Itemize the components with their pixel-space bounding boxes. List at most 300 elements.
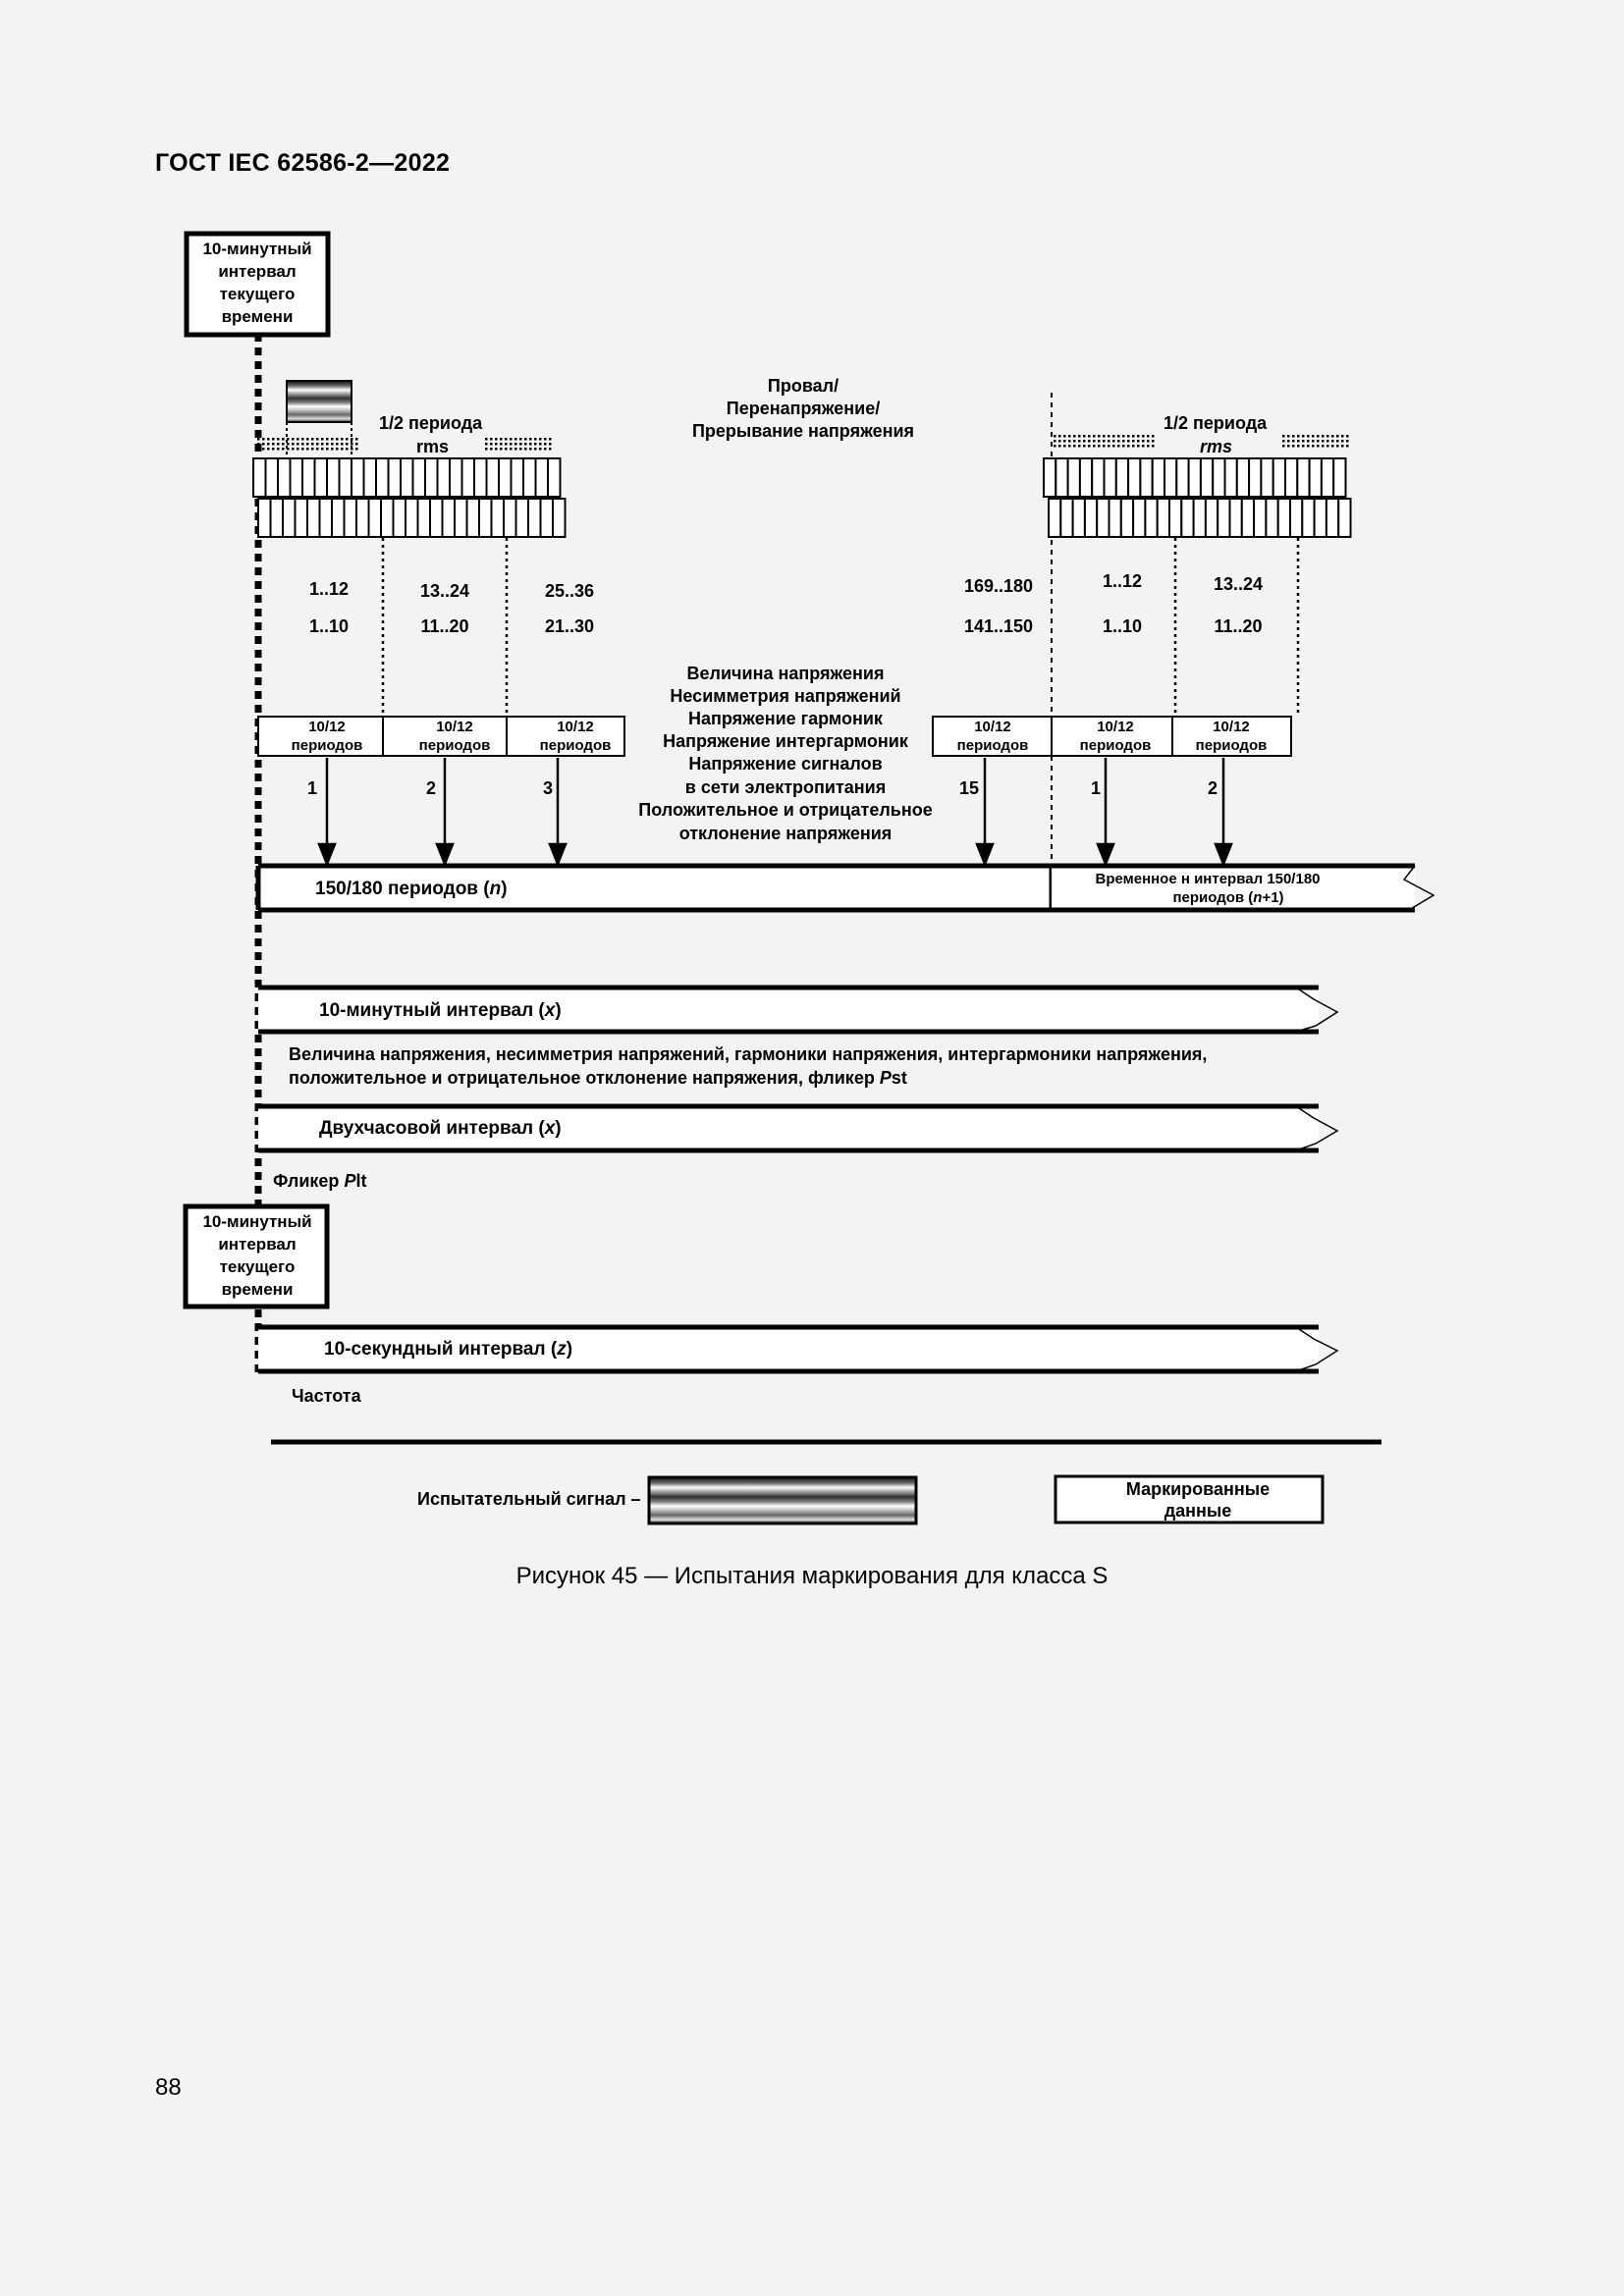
right-strip-top-cell [1164,458,1176,497]
range-12-f: 13..24 [1213,574,1264,594]
left-rms-dot [257,438,260,441]
range-10-e: 1..10 [1102,616,1143,636]
left-rms-dot [257,448,260,451]
right-strip-bottom-cell [1049,499,1060,537]
left-rms-dot [272,448,275,451]
left-rms-dot [331,443,334,446]
left-strip-bottom-cell [406,499,418,537]
left-strip-top-cell [340,458,352,497]
right-strip-bottom-cell [1278,499,1290,537]
left-rms-b-dot [485,448,488,451]
right-strip-top-cell [1140,458,1152,497]
right-rms-dot [1088,440,1091,443]
right-rms-dot [1093,445,1096,448]
right-strip-top-cell [1056,458,1067,497]
left-strip-top-cell [462,458,475,497]
left-rms-dot [351,448,353,451]
left-rms-b-dot [505,443,508,446]
right-rms-b-dot [1287,445,1290,448]
right-rms-dot [1054,440,1056,443]
right-rms-b-dot [1341,440,1344,443]
left-rms-b-dot [539,438,542,441]
right-rms-dot [1142,440,1145,443]
left-rms-dot [316,438,319,441]
left-rms-dot [262,448,265,451]
right-rms-dot [1112,435,1115,438]
arrow-num-r2: 2 [1208,778,1218,798]
left-rms-dot [355,443,358,446]
left-rms-dot [301,448,304,451]
right-rms-dot [1063,435,1066,438]
left-rms-dot [282,443,285,446]
left-rms-dot [336,448,339,451]
right-rms-b-dot [1322,435,1325,438]
left-rms-b-dot [534,443,537,446]
right-strip-bottom-cell [1145,499,1157,537]
right-rms-dot [1068,435,1071,438]
right-strip-top-cell [1249,458,1261,497]
left-rms-b-dot [495,443,498,446]
rtc-top-line-2: интервал [218,262,297,281]
left-strip-top-cell [512,458,524,497]
range-12-c: 25..36 [544,581,595,601]
left-strip-bottom-cell [553,499,566,537]
left-strip-bottom-cell [283,499,296,537]
legend-marked-2: данные [1164,1501,1232,1521]
pbox-3-a: 10/12 [557,719,594,735]
right-rms-dot [1073,440,1076,443]
left-strip-bottom-cell [492,499,505,537]
right-rms-dot [1152,440,1155,443]
right-rms-b-dot [1302,445,1305,448]
left-rms-dot [346,443,349,446]
right-rms-dot [1117,435,1120,438]
figure-caption: Рисунок 45 — Испытания маркирования для класса S [515,1563,1109,1589]
right-strip-bottom-cell [1121,499,1133,537]
left-strip-top-cell [536,458,549,497]
right-strip-top-cell [1189,458,1201,497]
left-rms-b-dot [519,443,522,446]
arrow-num-15: 15 [959,778,980,798]
half-period-cells-right [1044,458,1351,537]
legend-marked-1: Маркированные [1125,1479,1271,1499]
right-strip-bottom-cell [1169,499,1181,537]
right-rms-b-dot [1302,435,1305,438]
param-5: Напряжение сигналов [688,754,883,774]
left-rms-dot [351,438,353,441]
right-rms-dot [1083,445,1086,448]
rtc-bottom-line-2: интервал [218,1235,297,1254]
range-10-a: 1..10 [308,616,350,636]
left-strip-top-cell [474,458,487,497]
right-rms-b-dot [1287,435,1290,438]
right-rms-dot [1103,445,1106,448]
right-rms-dot [1098,440,1101,443]
left-rms-dot [311,448,314,451]
right-strip-bottom-cell [1290,499,1302,537]
right-rms-dot [1108,445,1110,448]
left-rms-dot [297,443,299,446]
left-rms-dot [351,443,353,446]
page-number: 88 [155,2074,182,2101]
left-strip-top-cell [376,458,389,497]
right-rms-b-dot [1312,445,1315,448]
right-strip-bottom-cell [1266,499,1277,537]
left-strip-top-cell [389,458,402,497]
event-label [692,376,914,441]
left-rms-dot [355,448,358,451]
right-rms-dot [1088,435,1091,438]
right-rms-dot [1127,440,1130,443]
pbox-1-a: 10/12 [308,719,346,735]
ten-min-params-2: положительное и отрицательное отклонение напряжения, фликер Pst [289,1068,907,1088]
left-rms-dot [272,438,275,441]
right-strip-top-cell [1225,458,1237,497]
band-next-line-2: периодов (n+1) [1172,889,1284,906]
left-strip-top-cell [499,458,512,497]
band-2h-label: Двухчасовой интервал (x) [319,1118,562,1139]
right-rms-b-dot [1307,440,1310,443]
left-rms-dot [306,438,309,441]
left-rms-b-dot [490,443,493,446]
param-6: в сети электропитания [684,777,887,797]
param-4: Напряжение интергармоник [663,731,908,751]
right-rms-b-dot [1287,440,1290,443]
right-rms-dot [1054,435,1056,438]
right-rms-b-dot [1312,440,1315,443]
left-strip-bottom-cell [443,499,456,537]
arrow-num-2: 2 [426,778,437,798]
left-strip-top-cell [302,458,315,497]
left-rms-dot [346,438,349,441]
left-strip-top-cell [523,458,536,497]
left-rms-b-dot [500,448,503,451]
right-strip-top-cell [1105,458,1116,497]
left-strip-top-cell [364,458,377,497]
legend-signal-swatch [649,1477,916,1523]
left-strip-bottom-cell [296,499,308,537]
right-strip-bottom-cell [1158,499,1169,537]
left-strip-top-cell [548,458,561,497]
right-strip-bottom-cell [1060,499,1072,537]
right-strip-bottom-cell [1254,499,1266,537]
right-strip-top-cell [1044,458,1056,497]
param-1: Величина напряжения [686,664,885,683]
left-rms-dot [277,443,280,446]
right-rms-dot [1147,435,1150,438]
right-strip-top-cell [1297,458,1309,497]
right-rms-b-dot [1292,445,1295,448]
flicker-plt: Фликер Plt [273,1171,367,1191]
left-rms-b-dot [490,448,493,451]
right-rms-dot [1068,445,1071,448]
right-rms-dot [1132,440,1135,443]
right-rms-b-dot [1302,440,1305,443]
test-signal-mark [287,381,352,422]
rtc-bottom-line-1: 10-минутный [202,1212,312,1231]
left-rms-b-dot [495,448,498,451]
left-strip-top-cell [327,458,340,497]
left-rms-b-dot [519,448,522,451]
right-rms-b-dot [1346,440,1349,443]
event-line-1: Провал/ [767,376,839,396]
right-rms-dot [1147,445,1150,448]
left-rms-dot [297,448,299,451]
left-rms-dot [267,443,270,446]
left-rms-dot [311,438,314,441]
left-rms-b-dot [529,443,532,446]
right-rms-dot [1152,435,1155,438]
left-rms-dot [331,438,334,441]
right-strip-top-cell [1201,458,1213,497]
left-strip-bottom-cell [541,499,554,537]
left-rms-b-dot [544,438,547,441]
band-next-period [1052,866,1434,910]
left-strip-bottom-cell [479,499,492,537]
left-strip-top-cell [266,458,279,497]
pbox-3-b: периодов [539,737,612,754]
left-rms-b-dot [500,443,503,446]
right-rms-dot [1122,435,1125,438]
rtc-box-top [187,234,328,335]
range-10-d: 141..150 [963,616,1034,636]
right-rms-b-dot [1297,445,1300,448]
right-rms-dot [1058,440,1061,443]
document-header: ГОСТ IEC 62586-2—2022 [155,149,451,177]
right-strip-bottom-cell [1326,499,1338,537]
pbox-6-a: 10/12 [1213,719,1250,735]
left-strip-bottom-cell [467,499,480,537]
half-period-left-2: rms [416,437,450,456]
rtc-top-line-3: текущего [219,285,296,303]
left-strip-bottom-cell [418,499,431,537]
right-rms-dot [1137,435,1140,438]
right-rms-dot [1147,440,1150,443]
left-rms-dot [306,443,309,446]
left-rms-dot [326,448,329,451]
left-strip-bottom-cell [307,499,320,537]
rtc-top-line-1: 10-минутный [202,240,312,258]
right-rms-dot [1078,445,1081,448]
left-rms-b-dot [505,448,508,451]
left-strip-bottom-cell [381,499,394,537]
left-rms-dot [341,448,344,451]
arrow-num-1: 1 [307,778,318,798]
right-rms-dot [1122,440,1125,443]
left-strip-top-cell [413,458,426,497]
left-rms-dot [277,438,280,441]
pbox-5-a: 10/12 [1097,719,1134,735]
left-rms-dot [287,448,290,451]
left-rms-dot [355,438,358,441]
half-period-right-2: rms [1200,437,1233,456]
left-rms-dot [287,443,290,446]
right-strip-top-cell [1285,458,1297,497]
right-strip-top-cell [1213,458,1224,497]
left-rms-b-dot [514,448,517,451]
left-strip-top-cell [278,458,291,497]
right-rms-dot [1127,435,1130,438]
right-rms-b-dot [1297,435,1300,438]
right-strip-top-cell [1237,458,1249,497]
right-rms-b-dot [1307,445,1310,448]
left-rms-dot [306,448,309,451]
right-strip-bottom-cell [1073,499,1085,537]
right-rms-b-dot [1282,445,1285,448]
right-rms-b-dot [1282,440,1285,443]
left-strip-bottom-cell [332,499,345,537]
left-rms-dot [257,443,260,446]
right-rms-dot [1078,440,1081,443]
left-rms-b-dot [529,438,532,441]
params-list [638,664,932,843]
left-rms-b-dot [514,438,517,441]
left-rms-dot [316,448,319,451]
pbox-4-a: 10/12 [974,719,1011,735]
left-rms-dot [292,438,295,441]
right-strip-top-cell [1068,458,1080,497]
right-rms-dot [1068,440,1071,443]
left-strip-bottom-cell [516,499,529,537]
left-rms-b-dot [519,438,522,441]
ranges-10 [309,616,1263,636]
right-rms-dot [1073,445,1076,448]
right-strip-bottom-cell [1206,499,1218,537]
left-strip-bottom-cell [394,499,406,537]
left-rms-dot [336,443,339,446]
right-rms-dot [1078,435,1081,438]
left-rms-dot [282,438,285,441]
right-rms-dot [1117,440,1120,443]
band-10-sec [258,1327,1337,1371]
right-strip-bottom-cell [1302,499,1314,537]
left-rms-dot [331,448,334,451]
right-rms-b-dot [1282,435,1285,438]
right-rms-dot [1093,440,1096,443]
left-rms-b-dot [539,448,542,451]
band-10s-label: 10-секундный интервал (z) [324,1339,573,1360]
pbox-5-b: периодов [1079,737,1152,754]
rtc-bottom-line-4: времени [221,1280,294,1299]
right-rms-b-dot [1336,435,1339,438]
left-rms-b-dot [544,443,547,446]
left-rms-b-dot [549,443,552,446]
left-rms-b-dot [500,438,503,441]
right-rms-b-dot [1317,445,1320,448]
left-rms-b-dot [490,438,493,441]
right-strip-top-cell [1116,458,1128,497]
right-rms-dot [1088,445,1091,448]
right-strip-top-cell [1080,458,1092,497]
right-strip-top-cell [1092,458,1104,497]
right-rms-dot [1103,440,1106,443]
right-rms-b-dot [1307,435,1310,438]
right-strip-bottom-cell [1242,499,1254,537]
right-rms-dot [1098,445,1101,448]
left-strip-bottom-cell [271,499,284,537]
right-strip-top-cell [1333,458,1345,497]
right-rms-b-dot [1341,445,1344,448]
left-strip-top-cell [487,458,500,497]
right-rms-dot [1112,440,1115,443]
right-rms-b-dot [1341,435,1344,438]
right-strip-top-cell [1176,458,1188,497]
left-rms-b-dot [549,438,552,441]
right-strip-bottom-cell [1218,499,1229,537]
right-rms-dot [1058,435,1061,438]
range-12-b: 13..24 [419,581,470,601]
right-rms-dot [1117,445,1120,448]
right-strip-top-cell [1322,458,1333,497]
right-strip-bottom-cell [1230,499,1242,537]
rtc-top-line-4: времени [221,307,294,326]
left-strip-bottom-cell [320,499,333,537]
left-rms-b-dot [485,438,488,441]
event-line-3: Прерывание напряжения [691,421,915,441]
ten-min-params-1: Величина напряжения, несимметрия напряжений, гармоники напряжения, интергармоники напряжения, [289,1044,1208,1064]
right-strip-top-cell [1261,458,1272,497]
right-strip-bottom-cell [1085,499,1097,537]
right-rms-dot [1137,440,1140,443]
band-150-label: 150/180 периодов (n) [315,879,508,899]
range-10-f: 11..20 [1214,616,1263,636]
left-rms-dot [301,443,304,446]
right-rms-dot [1137,445,1140,448]
left-strip-top-cell [291,458,303,497]
left-rms-b-dot [534,438,537,441]
left-rms-b-dot [495,438,498,441]
left-rms-dot [277,448,280,451]
left-rms-dot [321,438,324,441]
right-rms-dot [1073,435,1076,438]
ranges-12 [309,571,1263,601]
right-rms-dot [1083,435,1086,438]
left-rms-dot [292,448,295,451]
right-rms-b-dot [1331,445,1334,448]
right-rms-dot [1152,445,1155,448]
left-rms-b-dot [524,448,527,451]
right-strip-top-cell [1128,458,1140,497]
right-rms-dot [1108,435,1110,438]
right-strip-bottom-cell [1315,499,1326,537]
pbox-2-a: 10/12 [436,719,473,735]
param-2: Несимметрия напряжений [670,686,901,706]
arrow-num-r1: 1 [1091,778,1102,798]
left-rms-dot [262,438,265,441]
left-strip-top-cell [438,458,451,497]
frequency-label: Частота [292,1386,361,1406]
band-150-180 [258,866,1052,910]
left-rms-dot [301,438,304,441]
right-rms-b-dot [1317,440,1320,443]
range-12-a: 1..12 [308,579,350,599]
param-3: Напряжение гармоник [688,709,883,728]
event-line-2: Перенапряжение/ [726,399,881,418]
right-strip-top-cell [1310,458,1322,497]
left-strip-top-cell [253,458,266,497]
left-rms-dot [321,448,324,451]
right-rms-dot [1093,435,1096,438]
right-strip-top-cell [1153,458,1164,497]
pbox-6-b: периодов [1195,737,1268,754]
left-rms-b-dot [549,448,552,451]
right-rms-dot [1058,445,1061,448]
right-rms-dot [1127,445,1130,448]
right-rms-dot [1132,435,1135,438]
right-rms-dot [1083,440,1086,443]
right-rms-dot [1063,445,1066,448]
left-rms-dot [336,438,339,441]
